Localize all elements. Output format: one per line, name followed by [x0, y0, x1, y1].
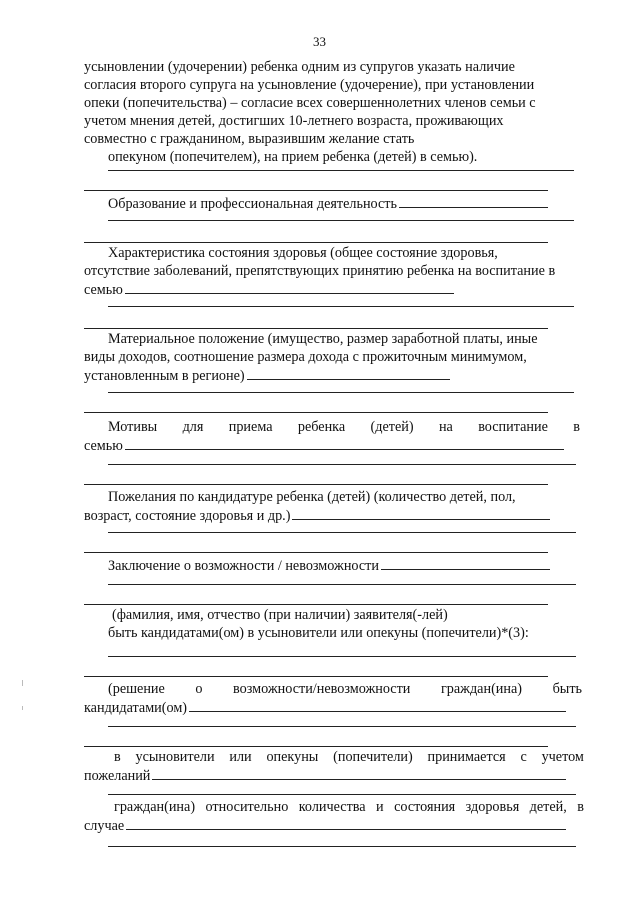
- decision-word: быть: [552, 681, 582, 697]
- citizens-input-line[interactable]: [126, 816, 566, 830]
- decision-label: кандидатами(ом): [84, 700, 188, 716]
- paragraph1-line5: совместно с гражданином, выразившим желание стать: [84, 131, 415, 147]
- consideration-label: пожеланий: [84, 768, 151, 784]
- answer-line: [108, 846, 576, 847]
- health-field: [84, 280, 454, 299]
- conclusion-line3: быть кандидатами(ом) в усыновители или опекуны (попечители)*(3):: [108, 625, 529, 641]
- motives-word: (детей): [370, 419, 414, 435]
- finance-line1: Материальное положение (имущество, размер заработной платы, иные: [108, 331, 538, 347]
- consideration-word: усыновители: [135, 749, 215, 765]
- answer-line: [108, 584, 576, 585]
- answer-line: [84, 328, 548, 329]
- decision-word: возможности/невозможности: [233, 681, 411, 697]
- citizens-word: состояния: [394, 799, 456, 815]
- answer-line: [108, 794, 576, 795]
- paragraph1-line3: опеки (попечительства) – согласие всех совершеннолетних членов семьи с: [84, 95, 536, 111]
- answer-line: [108, 220, 574, 221]
- citizens-field: [84, 816, 566, 835]
- consideration-word: с: [520, 749, 527, 765]
- finance-field: [84, 366, 450, 385]
- citizens-line1: [114, 798, 584, 816]
- consideration-word: учетом: [541, 749, 584, 765]
- motives-word: воспитание: [478, 419, 548, 435]
- answer-line: [108, 532, 576, 533]
- answer-line: [108, 656, 576, 657]
- motives-word: приема: [228, 419, 273, 435]
- health-line1: Характеристика состояния здоровья (общее состояние здоровья,: [108, 245, 498, 261]
- scan-mark: [22, 706, 23, 710]
- health-label: семью: [84, 282, 123, 298]
- answer-line: [84, 484, 548, 485]
- answer-line: [84, 676, 548, 677]
- decision-word: (решение: [108, 681, 165, 697]
- answer-line: [108, 170, 574, 171]
- consideration-field: [84, 766, 566, 785]
- motives-word: на: [438, 419, 453, 435]
- motives-word: в: [573, 419, 580, 435]
- decision-input-line[interactable]: [189, 698, 566, 712]
- answer-line: [84, 604, 548, 605]
- paragraph1-line2: согласия второго супруга на усыновление (удочерение), при установлении: [84, 77, 535, 93]
- conclusion-field: [108, 556, 550, 575]
- motives-input-line[interactable]: [125, 436, 564, 450]
- education-field: [108, 194, 548, 213]
- answer-line: [84, 190, 548, 191]
- answer-line: [84, 242, 548, 243]
- education-input-line[interactable]: [399, 194, 548, 208]
- paragraph1-line1: усыновлении (удочерении) ребенка одним из супругов указать наличие: [84, 59, 515, 75]
- consideration-line1: [114, 748, 584, 766]
- answer-line: [84, 746, 548, 747]
- paragraph1-line4: учетом мнения детей, достигших 10-летнего возраста, проживающих: [84, 113, 504, 129]
- motives-word: ребенка: [297, 419, 346, 435]
- motives-line1: [108, 418, 580, 436]
- conclusion-line2: (фамилия, имя, отчество (при наличии) заявителя(-лей): [112, 607, 448, 623]
- wishes-input-line[interactable]: [292, 506, 550, 520]
- motives-field: [84, 436, 564, 455]
- health-input-line[interactable]: [125, 280, 454, 294]
- paragraph1-line6: опекуном (попечителем), на прием ребенка (детей) в семью).: [108, 149, 478, 165]
- wishes-line1: Пожелания по кандидатуре ребенка (детей) (количество детей, пол,: [108, 489, 516, 505]
- consideration-word: или: [229, 749, 252, 765]
- answer-line: [108, 306, 574, 307]
- citizens-label: случае: [84, 818, 125, 834]
- citizens-word: относительно: [205, 799, 289, 815]
- answer-line: [84, 552, 548, 553]
- motives-word: для: [182, 419, 204, 435]
- consideration-word: опекуны: [266, 749, 319, 765]
- decision-field: [84, 698, 566, 717]
- decision-line1: [108, 680, 582, 698]
- decision-word: о: [195, 681, 203, 697]
- answer-line: [84, 412, 548, 413]
- consideration-input-line[interactable]: [152, 766, 566, 780]
- finance-label: установленным в регионе): [84, 368, 245, 384]
- finance-line2: виды доходов, соотношение размера дохода с прожиточным минимумом,: [84, 349, 527, 365]
- finance-input-line[interactable]: [247, 366, 450, 380]
- consideration-word: (попечители): [333, 749, 413, 765]
- health-line2: отсутствие заболеваний, препятствующих принятию ребенка на воспитание в: [84, 263, 556, 279]
- page-number: 33: [313, 34, 326, 49]
- conclusion-label: Заключение о возможности / невозможности: [108, 558, 379, 574]
- wishes-field: [84, 506, 550, 525]
- answer-line: [108, 464, 576, 465]
- conclusion-input-line[interactable]: [381, 556, 550, 570]
- citizens-word: количества: [298, 799, 366, 815]
- education-label: Образование и профессиональная деятельность: [108, 196, 397, 212]
- motives-label: семью: [84, 438, 123, 454]
- decision-word: граждан(ина): [440, 681, 523, 697]
- citizens-word: в: [577, 799, 584, 815]
- answer-line: [108, 392, 574, 393]
- consideration-word: в: [114, 749, 121, 765]
- citizens-word: детей,: [529, 799, 567, 815]
- motives-word: Мотивы: [108, 419, 158, 435]
- citizens-word: здоровья: [465, 799, 520, 815]
- citizens-word: граждан(ина): [114, 799, 196, 815]
- consideration-word: принимается: [427, 749, 506, 765]
- wishes-label: возраст, состояние здоровья и др.): [84, 508, 291, 524]
- answer-line: [108, 726, 576, 727]
- scan-mark: [22, 680, 23, 686]
- citizens-word: и: [376, 799, 384, 815]
